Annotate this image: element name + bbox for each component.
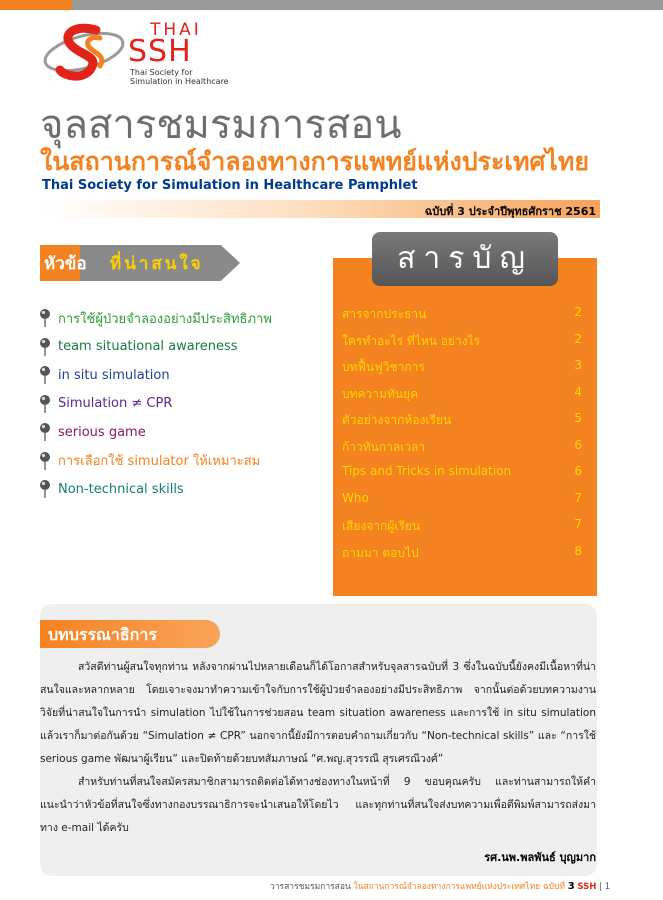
page-title: จุลสารชมรมการสอน [40,102,402,148]
toc-title: ตัวอย่างจากห้องเรียน [342,413,452,427]
logo-ssh-text: SSH [128,34,192,69]
pushpin-icon [38,337,52,357]
english-title: Thai Society for Simulation in Healthcare Pamphlet [42,178,418,193]
footer-journal-name: วารสารชมรมการสอน [270,882,351,892]
footer-page-number: 1 [604,882,611,892]
toc-heading: สารบัญ [372,232,558,286]
editorial-paragraph: สำหรับท่านที่สนใจสมัครสมาชิกสามารถติดต่อได้ทางช่องทางในหน้าที่ 9 ขอบคุณครับ และท่านสามารถให้คำแนะนำว่าหัวข้อที่สนใจซึ่งทางกองบรรณาธิการจะนำเสนอให้โดยไว และทุกท่านที่สนใจส่งบทความเพื่อตีพิมพ์สามารถส่งมาทาง e-mail ได้ครับ [40,776,596,834]
toc-title: บทความทันยุค [342,386,419,401]
footer-divider: | [599,882,602,892]
topic-text: การใช้ผู้ป่วยจำลองอย่างมีประสิทธิภาพ [58,311,272,327]
toc-page: 7 [574,490,582,505]
toc-title: เสียงจากผู้เรียน [342,519,421,533]
pushpin-icon [38,451,52,471]
topics-label-part2: ที่น่าสนใจ [110,254,204,274]
toc-row[interactable] [342,438,582,465]
pushpin-icon [38,422,52,442]
toc-title: ก้าวทันกาลเวลา [342,439,426,454]
pushpin-icon [38,308,52,328]
toc-title: บทฟื้นฟูวิชาการ [342,360,425,374]
toc-page: 8 [574,543,582,558]
toc-page: 3 [574,358,582,372]
topic-item [38,333,338,362]
toc-page: 2 [574,305,582,319]
top-accent-bar [0,0,72,10]
issue-label: ฉบับที่ 3 ประจำปีพุทธศักราช 2561 [424,205,596,218]
topic-item [38,447,338,476]
pushpin-icon [38,365,52,385]
footer-issue-number: 3 [567,881,575,892]
editorial-signature: รศ.นพ.พลพันธ์ บุญมาก [484,851,596,864]
toc-page: 5 [574,411,582,425]
topic-text: Simulation ≠ CPR [58,396,173,412]
logo-thai-text: THAI [150,20,202,40]
toc-row[interactable] [342,544,582,571]
toc-row[interactable] [342,411,582,438]
editorial-body [40,656,596,840]
page-subtitle: ในสถานการณ์จำลองทางการแพทย์แห่งประเทศไทย [40,147,590,176]
toc-title: สารจากประธาน [342,307,427,321]
topic-text: in situ simulation [58,367,170,383]
topic-item [38,475,338,504]
toc-row[interactable] [342,464,582,491]
topics-label-part1: หัวข้อ [44,254,87,274]
footer-subtitle: ในสถานการณ์จำลองทางการแพทย์แห่งประเทศไทย ฉบับที่ [353,882,566,892]
topic-text: การเลือกใช้ simulator ให้เหมาะสม [58,454,261,470]
footer-logo-icon: SSH [577,882,597,892]
toc-page: 7 [574,517,582,531]
pushpin-icon [38,394,52,414]
topic-item [38,361,338,390]
topics-list [38,304,338,504]
topic-text: Non-technical skills [58,481,184,497]
topic-item [38,418,338,447]
topic-text: team situational awareness [58,339,238,355]
logo-subtitle [130,68,240,86]
toc-title: ถามมา ตอบไป [342,545,419,560]
topic-item [38,304,338,333]
toc-row[interactable] [342,517,582,544]
logo-subtitle-line2: Simulation in Healthcare [130,77,229,86]
ssh-logo-icon [38,16,130,88]
editorial-heading: บทบรรณาธิการ [48,625,157,644]
toc-title: Tips and Tricks in simulation [342,464,512,478]
toc-row[interactable] [342,305,582,332]
toc-title: ใครทำอะไร ที่ไหน อย่างไร [342,333,481,348]
toc-page: 2 [574,331,582,346]
toc-row[interactable] [342,358,582,385]
toc-page: 4 [574,384,582,399]
toc-page: 6 [574,437,582,452]
toc-row[interactable] [342,332,582,359]
toc-list [342,305,582,570]
top-gray-bar [72,0,663,10]
logo-subtitle-line1: Thai Society for [130,68,193,77]
pushpin-icon [38,479,52,499]
topic-text: serious game [58,424,146,440]
editorial-paragraph: สวัสดีท่านผู้สนใจทุกท่าน หลังจากผ่านไปหลายเดือนก็ได้โอกาสสำหรับจุลสารฉบับที่ 3 ซึ่งในฉบับนี้ยังคงมีเนื้อหาที่น่าสนใจและหลากหลาย โดยเจาะจงมาทำความเข้าใจกับการใช้ผู้ป่วยจำลองอย่างมีประสิทธิภาพ จากนั้นต่อด้วยบทความงานวิจัยที่น่าสนใจในการนำ simulation ไปใช้ในการช่วยสอน team situation awareness และการใช้ in situ simulation แล้วเราก็มาต่อกันด้วย “Simulation ≠ CPR” นอกจากนี้ยังมีการตอบคำถามเกี่ยวกับ “Non-technical skills” และ “การใช้ serious game พัฒนาผู้เรียน” และปิดท้ายด้วยบทสัมภาษณ์ “ศ.พญ.สุวรรณี สุรเศรณีวงศ์” [40,661,596,765]
toc-page: 6 [574,464,582,478]
topic-item [38,390,338,419]
toc-row[interactable] [342,385,582,412]
page-footer [270,879,630,893]
toc-row[interactable] [342,491,582,518]
toc-title: Who [342,490,369,505]
